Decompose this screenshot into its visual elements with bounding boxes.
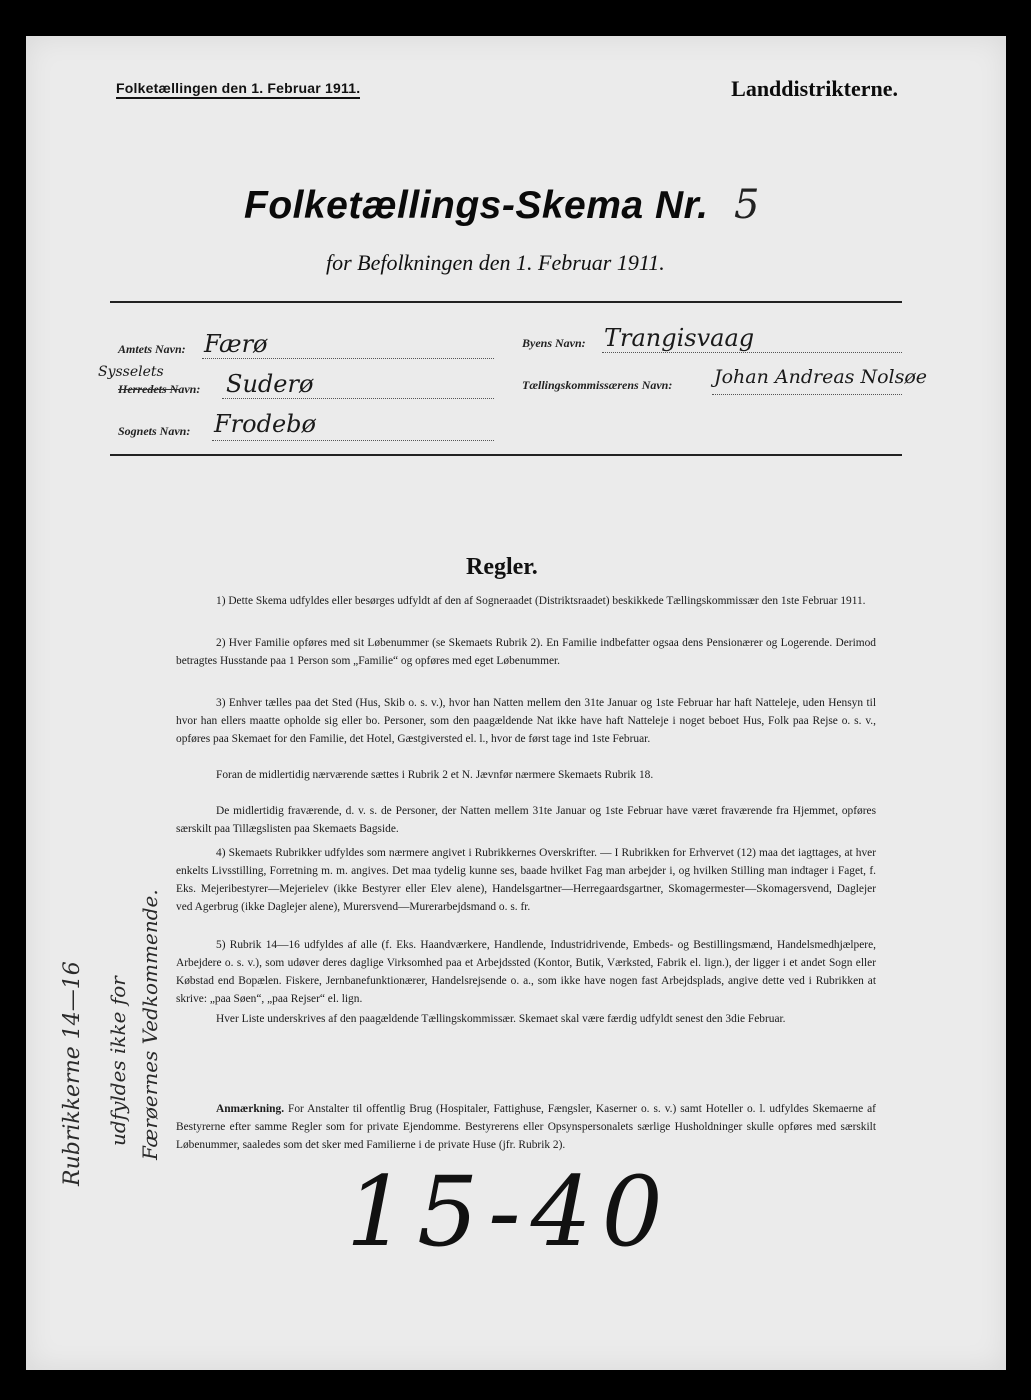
amt-value: Færø: [204, 330, 268, 358]
herred-value: Suderø: [226, 370, 314, 398]
form-title: Folketællings-Skema Nr.: [244, 184, 709, 227]
annotation-label: Anmærkning.: [216, 1103, 285, 1115]
form-header-district-type: Landdistrikterne.: [731, 76, 898, 101]
form-subtitle: for Befolkningen den 1. Februar 1911.: [326, 250, 665, 275]
rule-5-signature: Hver Liste underskrives af den paagældende Tællingskommissær. Skemaet skal være færdig udfyldt senest den 3die Februar.: [216, 1013, 786, 1025]
annotation-text: For Anstalter til offentlig Brug (Hospitaler, Fattighuse, Fængsler, Kaserner o. s. v.) samt Hoteller o. l. udfyldes Skemaerne af Bestyrerne efter samme Regler som for private Ejendomme. Bestyrerens eller Opsynspersonalets særlige Husholdninger skulle opføres med særskilt Løbenummer, saaledes som det sker med Familierne i de private Huse (jfr. Rubrik 2).: [176, 1103, 876, 1151]
kommissaer-line: [712, 394, 902, 395]
rule-4: 4) Skemaets Rubrikker udfyldes som nærmere angivet i Rubrikkernes Overskrifter. — I Rubrikken for Erhvervet (12) maa det iagttages, at hver enkelts Livsstilling, Forretning m. m. angives. Det maa tydelig kunne ses, baade hvilket Fag man arbejder i, og hvilken Stilling man indtager i Faget, f. Eks. Mejeribestyrer—Mejerielev (ikke Bestyrer eller Elev alene), Handelsgartner—Herregaardsgartner, Skomagermester—Skomagersvend, Daglejer ved Agerbrug (ikke Daglejer alene), Murersvend—Murerarbejdsmand o. s. fr.: [176, 847, 876, 913]
handwritten-range-number: 15-40: [346, 1156, 673, 1268]
herred-label-correction: Sysselets: [98, 364, 164, 380]
sogn-value: Frodebø: [214, 410, 316, 438]
sogn-label: Sognets Navn:: [118, 424, 191, 438]
herred-line: [222, 398, 494, 399]
herred-label: Herredets Navn:: [118, 382, 201, 396]
herred-strikethrough: [118, 389, 180, 390]
rules-heading: Regler.: [466, 554, 538, 580]
form-number: 5: [734, 182, 760, 228]
census-form-page: [26, 36, 1006, 1370]
margin-note-line-3: Færøernes Vedkommende.: [138, 889, 162, 1160]
top-divider: [110, 301, 902, 303]
rule-3-midlertidig-naervaerende: Foran de midlertidig nærværende sættes i Rubrik 2 et N. Jævnfør nærmere Skemaets Rubrik 18.: [216, 769, 654, 781]
annotation-paragraph: [176, 1100, 876, 1154]
rule-3-midlertidig-fravaerende: De midlertidig fraværende, d. v. s. de Personer, der Natten mellem 31te Januar og 1ste Februar have været fraværende fra Hjemmet, opføres særskilt paa Tillægslisten paa Skemaets Bagside.: [176, 805, 876, 835]
sogn-line: [212, 440, 494, 441]
by-label: Byens Navn:: [522, 336, 586, 350]
rule-5: 5) Rubrik 14—16 udfyldes af alle (f. Eks. Haandværkere, Handlende, Industridrivende, Embeds- og Bestillingsmænd, Handelsmedhjælpere, Arbejdere o. s. v.), som udøver deres daglige Virksomhed paa et Arbejdssted (Kontor, Butik, Værksted, Fabrik el. lign.), der ligger i et andet Sogn eller Købstad end Bopælen. Fiskere, Jernbanefunktionærer, Handelsrejsende o. a., som ikke have nogen fast Arbejdsplads, angive dette ved i Rubrikken at skrive: „paa Søen“, „paa Rejser“ el. lign.: [176, 939, 876, 1005]
kommissaer-label: Tællingskommissærens Navn:: [522, 378, 673, 392]
rule-3: 3) Enhver tælles paa det Sted (Hus, Skib o. s. v.), hvor han Natten mellem den 31te Januar og 1ste Februar har haft Natteleje, uden Hensyn til hvor han ellers maatte opholde sig eller bo. Personer, som den paagældende Nat ikke have haft Natteleje i noget beboet Hus, Folk paa Rejse o. s. v., opføres paa Skemaet for den Familie, det Hotel, Gæstgiversted el. l., hvor de først tage ind 1ste Februar.: [176, 697, 876, 745]
form-header-date: Folketællingen den 1. Februar 1911.: [116, 80, 360, 99]
kommissaer-value: Johan Andreas Nolsøe: [714, 366, 928, 388]
rule-1: 1) Dette Skema udfyldes eller besørges udfyldt af den af Sogneraadet (Distriktsraadet) beskikkede Tællingskommissær den 1ste Februar 1911.: [216, 595, 866, 607]
bottom-divider: [110, 454, 902, 456]
amt-line: [202, 358, 494, 359]
margin-note-line-1: Rubrikkerne 14—16: [60, 961, 85, 1186]
amt-label: Amtets Navn:: [118, 342, 186, 356]
by-line: [602, 352, 902, 353]
rule-2: 2) Hver Familie opføres med sit Løbenummer (se Skemaets Rubrik 2). En Familie indbefatter ogsaa dens Pensionærer og Logerende. Derimod betragtes Husstande paa 1 Person som „Familie“ og opføres med eget Løbenummer.: [176, 637, 876, 667]
margin-note-line-2: udfyldes ikke for: [106, 976, 130, 1146]
by-value: Trangisvaag: [604, 324, 755, 352]
